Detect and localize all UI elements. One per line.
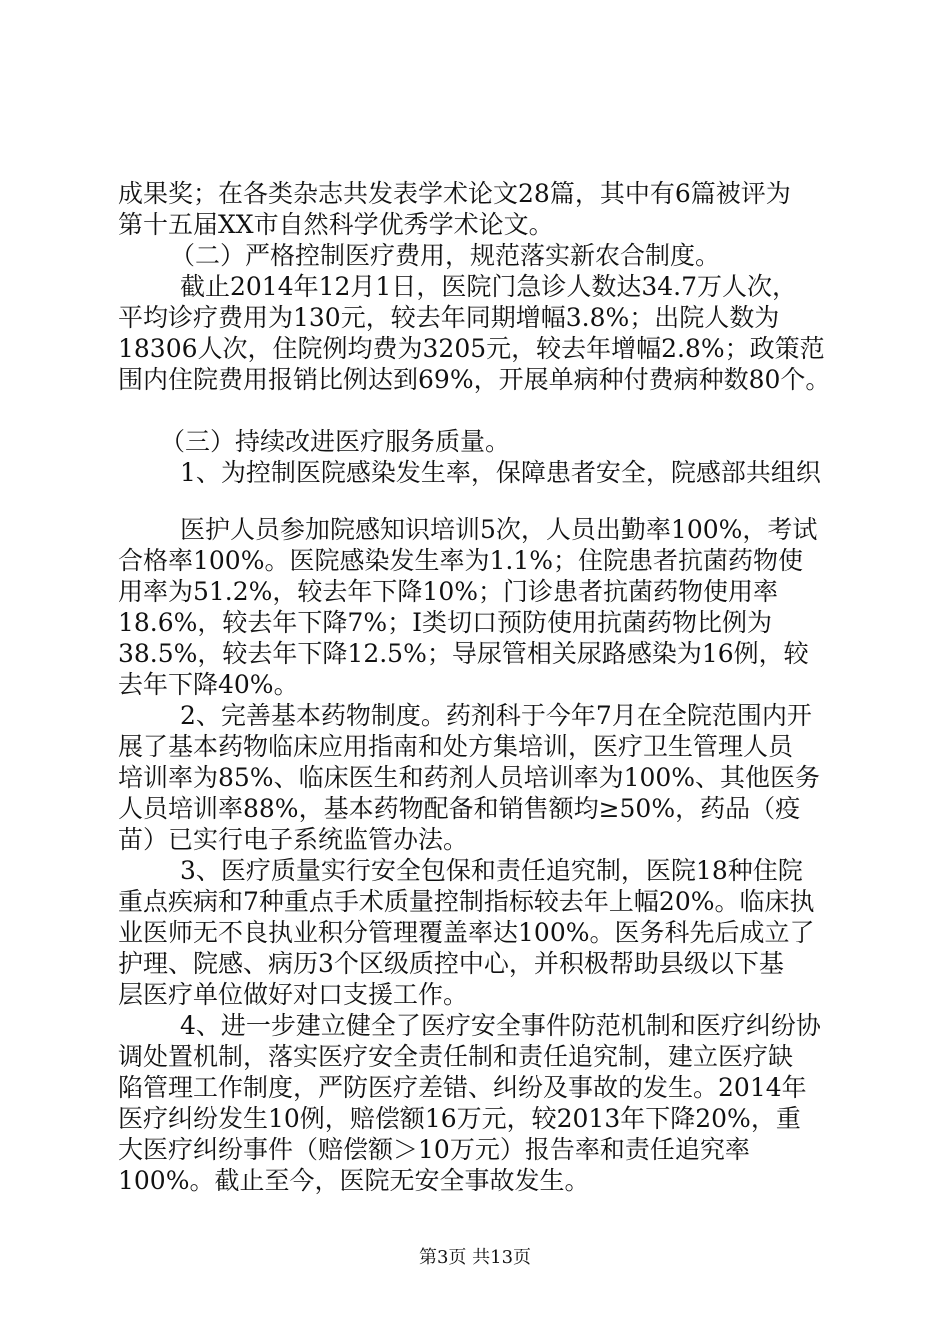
page-number-footer: 第3页 共13页 [418,1247,532,1268]
body-text-line: 合格率100%。医院感染发生率为1.1%；住院患者抗菌药物使 [118,546,803,575]
body-text-line: 1、为控制医院感染发生率，保障患者安全，院感部共组织 [180,458,821,487]
body-text-line: 护理、院感、病历3个区级质控中心，并积极帮助县级以下基 [118,949,784,978]
body-text-line: 人员培训率88%，基本药物配备和销售额均≥50%，药品（疫 [118,794,801,823]
body-text-line: 层医疗单位做好对口支援工作。 [118,980,469,1009]
body-text-line: 围内住院费用报销比例达到69%，开展单病种付费病种数80个。 [118,365,831,394]
body-text-line: 平均诊疗费用为130元，较去年同期增幅3.8%；出院人数为 [118,303,780,332]
body-text-line: 截止2014年12月1日，医院门急诊人数达34.7万人次， [180,272,798,301]
body-text-line: 业医师无不良执业积分管理覆盖率达100%。医务科先后成立了 [118,918,815,947]
body-text-line: 大医疗纠纷事件（赔偿额＞10万元）报告率和责任追究率 [118,1135,750,1164]
body-text-line: 重点疾病和7种重点手术质量控制指标较去年上幅20%。临床执 [118,887,815,916]
body-text-line: 陷管理工作制度，严防医疗差错、纠纷及事故的发生。2014年 [118,1073,807,1102]
body-text-line: 2、完善基本药物制度。药剂科于今年7月在全院范围内开 [180,701,812,730]
body-text-line: 3、医疗质量实行安全包保和责任追究制，医院18种住院 [180,856,803,885]
section-heading: （三）持续改进医疗服务质量。 [160,427,511,456]
body-text-line: 38.5%，较去年下降12.5%；导尿管相关尿路感染为16例，较 [118,639,809,668]
body-text-line: 成果奖；在各类杂志共发表学术论文28篇，其中有6篇被评为 [118,179,791,208]
body-text-line: 展了基本药物临床应用指南和处方集培训，医疗卫生管理人员 [118,732,794,761]
body-text-line: 18.6%，较去年下降7%；Ⅰ类切口预防使用抗菌药物比例为 [118,608,772,637]
section-heading: （二）严格控制医疗费用，规范落实新农合制度。 [170,241,721,270]
body-text-line: 18306人次，住院例均费为3205元，较去年增幅2.8%；政策范 [118,334,825,363]
body-text-line: 医疗纠纷发生10例，赔偿额16万元，较2013年下降20%，重 [118,1104,801,1133]
body-text-line: 100%。截止至今，医院无安全事故发生。 [118,1166,590,1195]
body-text-line: 医护人员参加院感知识培训5次，人员出勤率100%，考试 [180,515,818,544]
body-text-line: 去年下降40%。 [118,670,299,699]
body-text-line: 调处置机制，落实医疗安全责任制和责任追究制，建立医疗缺 [118,1042,794,1071]
body-text-line: 苗）已实行电子系统监管办法。 [118,825,469,854]
body-text-line: 用率为51.2%，较去年下降10%；门诊患者抗菌药物使用率 [118,577,778,606]
body-text-line: 4、进一步建立健全了医疗安全事件防范机制和医疗纠纷协 [180,1011,821,1040]
body-text-line: 第十五届XX市自然科学优秀学术论文。 [118,210,554,239]
body-text-line: 培训率为85%、临床医生和药剂人员培训率为100%、其他医务 [118,763,821,792]
